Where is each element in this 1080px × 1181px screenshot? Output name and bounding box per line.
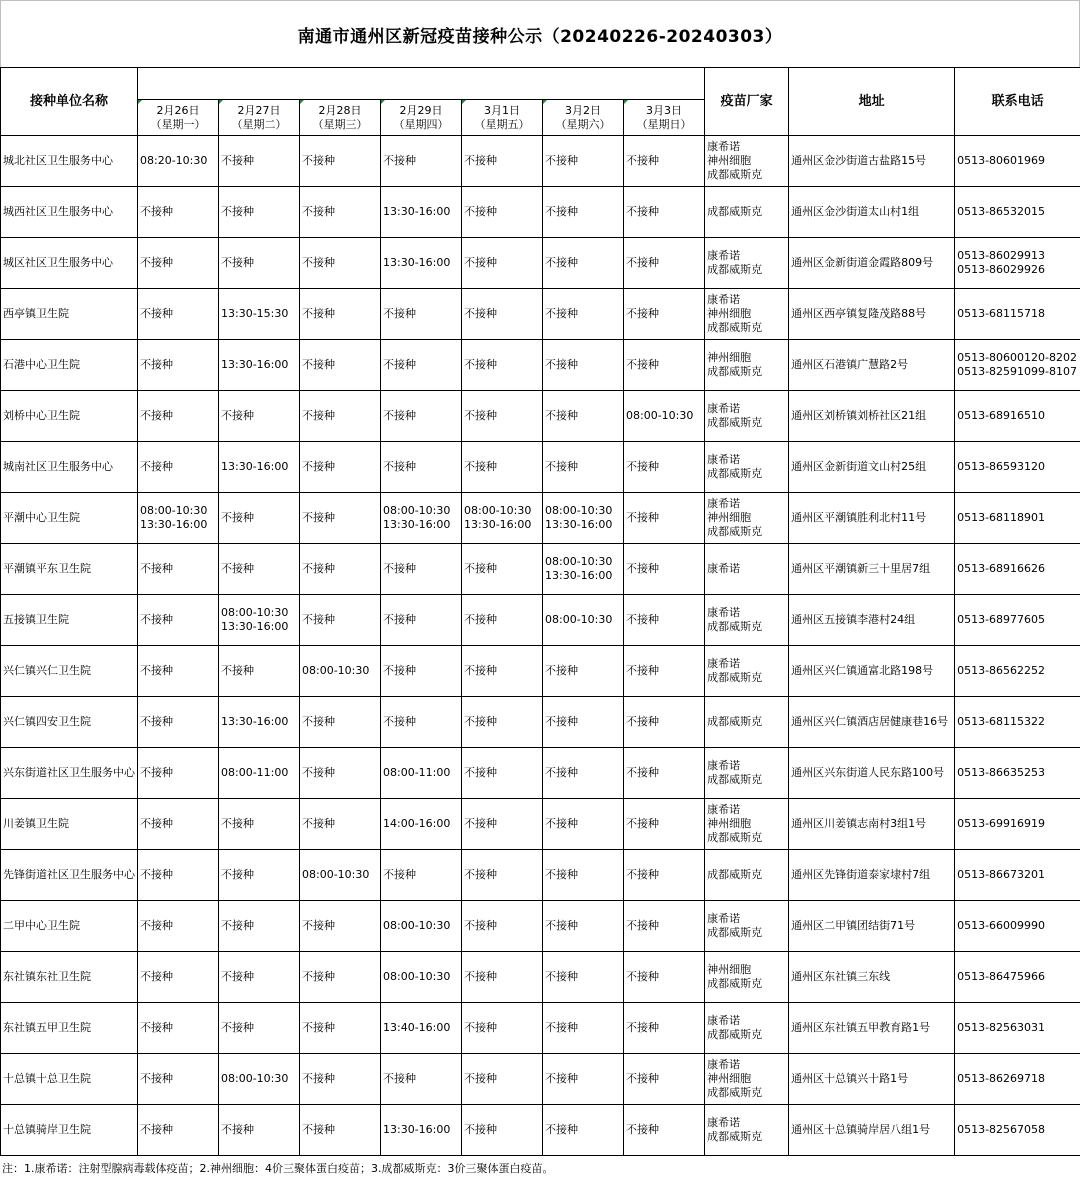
header-day-date: 2月27日 bbox=[237, 103, 281, 117]
cell-unit: 城南社区卫生服务中心 bbox=[1, 442, 138, 493]
cell-unit: 川姜镇卫生院 bbox=[1, 799, 138, 850]
header-day bbox=[138, 100, 219, 136]
cell-schedule: 不接种 bbox=[381, 544, 462, 595]
cell-vendor: 康希诺 神州细胞 成都威斯克 bbox=[705, 799, 789, 850]
cell-schedule: 不接种 bbox=[462, 1054, 543, 1105]
cell-schedule: 不接种 bbox=[300, 238, 381, 289]
cell-phone: 0513-86635253 bbox=[955, 748, 1080, 799]
cell-schedule: 08:20-10:30 bbox=[138, 136, 219, 187]
cell-phone: 0513-68118901 bbox=[955, 493, 1080, 544]
cell-phone: 0513-66009990 bbox=[955, 901, 1080, 952]
cell-schedule: 08:00-11:00 bbox=[381, 748, 462, 799]
cell-unit: 西亭镇卫生院 bbox=[1, 289, 138, 340]
cell-schedule: 不接种 bbox=[624, 238, 705, 289]
cell-unit: 兴仁镇兴仁卫生院 bbox=[1, 646, 138, 697]
table-row bbox=[1, 442, 1080, 493]
cell-schedule: 不接种 bbox=[138, 1054, 219, 1105]
cell-phone: 0513-86562252 bbox=[955, 646, 1080, 697]
cell-schedule: 不接种 bbox=[381, 697, 462, 748]
cell-vendor: 康希诺 bbox=[705, 544, 789, 595]
header-day bbox=[300, 100, 381, 136]
header-phone: 联系电话 bbox=[955, 68, 1080, 136]
cell-schedule: 不接种 bbox=[624, 850, 705, 901]
cell-schedule: 13:30-16:00 bbox=[219, 442, 300, 493]
page-title: 南通市通州区新冠疫苗接种公示（20240226-20240303） bbox=[297, 26, 783, 47]
cell-unit: 十总镇十总卫生院 bbox=[1, 1054, 138, 1105]
cell-schedule: 13:30-16:00 bbox=[219, 340, 300, 391]
cell-schedule: 不接种 bbox=[300, 697, 381, 748]
header-day-weekday: （星期日） bbox=[636, 117, 692, 131]
header-address: 地址 bbox=[789, 68, 955, 136]
cell-unit: 兴仁镇四安卫生院 bbox=[1, 697, 138, 748]
cell-schedule: 不接种 bbox=[543, 136, 624, 187]
cell-unit: 东社镇五甲卫生院 bbox=[1, 1003, 138, 1054]
cell-phone: 0513-68115718 bbox=[955, 289, 1080, 340]
cell-unit: 兴东街道社区卫生服务中心 bbox=[1, 748, 138, 799]
cell-schedule: 不接种 bbox=[462, 799, 543, 850]
cell-schedule: 不接种 bbox=[138, 544, 219, 595]
cell-schedule: 不接种 bbox=[543, 340, 624, 391]
cell-address: 通州区兴东街道人民东路100号 bbox=[789, 748, 955, 799]
header-day-weekday: （星期四） bbox=[393, 117, 449, 131]
cell-phone: 0513-82563031 bbox=[955, 1003, 1080, 1054]
cell-phone: 0513-80600120-8202 0513-82591099-8107 bbox=[955, 340, 1080, 391]
cell-schedule: 不接种 bbox=[300, 799, 381, 850]
cell-vendor: 康希诺 成都威斯克 bbox=[705, 391, 789, 442]
header-day-date: 2月26日 bbox=[156, 103, 200, 117]
cell-address: 通州区十总镇兴十路1号 bbox=[789, 1054, 955, 1105]
cell-schedule: 不接种 bbox=[462, 748, 543, 799]
cell-schedule: 不接种 bbox=[624, 1003, 705, 1054]
cell-schedule: 08:00-10:30 bbox=[543, 595, 624, 646]
cell-schedule: 08:00-10:30 bbox=[381, 952, 462, 1003]
cell-schedule: 不接种 bbox=[300, 493, 381, 544]
cell-vendor: 康希诺 神州细胞 成都威斯克 bbox=[705, 136, 789, 187]
cell-schedule: 不接种 bbox=[624, 289, 705, 340]
table-row bbox=[1, 493, 1080, 544]
header-day-date: 2月29日 bbox=[399, 103, 443, 117]
table-row bbox=[1, 748, 1080, 799]
cell-schedule: 不接种 bbox=[219, 646, 300, 697]
cell-vendor: 康希诺 神州细胞 成都威斯克 bbox=[705, 493, 789, 544]
header-day-date: 3月3日 bbox=[646, 103, 683, 117]
cell-schedule: 不接种 bbox=[462, 238, 543, 289]
cell-schedule: 不接种 bbox=[300, 289, 381, 340]
cell-unit: 平潮中心卫生院 bbox=[1, 493, 138, 544]
table-row bbox=[1, 238, 1080, 289]
cell-vendor: 康希诺 成都威斯克 bbox=[705, 646, 789, 697]
cell-phone: 0513-86593120 bbox=[955, 442, 1080, 493]
table-row bbox=[1, 1003, 1080, 1054]
header-day-date: 3月2日 bbox=[565, 103, 601, 117]
cell-schedule: 不接种 bbox=[462, 136, 543, 187]
cell-unit: 城西社区卫生服务中心 bbox=[1, 187, 138, 238]
cell-schedule: 不接种 bbox=[138, 595, 219, 646]
cell-schedule: 不接种 bbox=[462, 1003, 543, 1054]
cell-phone: 0513-68977605 bbox=[955, 595, 1080, 646]
cell-schedule: 不接种 bbox=[624, 1054, 705, 1105]
cell-schedule: 不接种 bbox=[543, 646, 624, 697]
cell-schedule: 08:00-10:30 bbox=[219, 1054, 300, 1105]
cell-address: 通州区十总镇骑岸居八组1号 bbox=[789, 1105, 955, 1156]
cell-address: 通州区兴仁镇酒店居健康巷16号 bbox=[789, 697, 955, 748]
cell-address: 通州区川姜镇志南村3组1号 bbox=[789, 799, 955, 850]
cell-unit: 平潮镇平东卫生院 bbox=[1, 544, 138, 595]
cell-schedule: 不接种 bbox=[138, 442, 219, 493]
cell-schedule: 不接种 bbox=[624, 901, 705, 952]
cell-schedule: 不接种 bbox=[462, 289, 543, 340]
cell-schedule: 不接种 bbox=[624, 187, 705, 238]
cell-schedule: 不接种 bbox=[543, 952, 624, 1003]
cell-schedule: 不接种 bbox=[462, 901, 543, 952]
header-day-weekday: （星期二） bbox=[231, 117, 287, 131]
cell-unit: 刘桥中心卫生院 bbox=[1, 391, 138, 442]
cell-phone: 0513-86029913 0513-86029926 bbox=[955, 238, 1080, 289]
cell-schedule: 13:30-16:00 bbox=[381, 187, 462, 238]
cell-phone: 0513-82567058 bbox=[955, 1105, 1080, 1156]
cell-schedule: 不接种 bbox=[381, 391, 462, 442]
cell-address: 通州区二甲镇团结街71号 bbox=[789, 901, 955, 952]
cell-schedule: 不接种 bbox=[624, 493, 705, 544]
cell-schedule: 不接种 bbox=[219, 187, 300, 238]
cell-schedule: 不接种 bbox=[219, 799, 300, 850]
cell-phone: 0513-80601969 bbox=[955, 136, 1080, 187]
cell-schedule: 不接种 bbox=[300, 544, 381, 595]
cell-phone: 0513-86532015 bbox=[955, 187, 1080, 238]
cell-schedule: 不接种 bbox=[543, 1003, 624, 1054]
cell-schedule: 不接种 bbox=[462, 952, 543, 1003]
header-day-weekday: （星期一） bbox=[150, 117, 206, 131]
cell-schedule: 不接种 bbox=[462, 697, 543, 748]
table-row bbox=[1, 289, 1080, 340]
cell-phone: 0513-86269718 bbox=[955, 1054, 1080, 1105]
cell-schedule: 不接种 bbox=[624, 1105, 705, 1156]
cell-address: 通州区平潮镇胜利北村11号 bbox=[789, 493, 955, 544]
cell-schedule: 08:00-10:30 bbox=[300, 850, 381, 901]
cell-schedule: 13:30-16:00 bbox=[381, 1105, 462, 1156]
cell-schedule: 不接种 bbox=[543, 1105, 624, 1156]
title-bar bbox=[0, 0, 1080, 67]
cell-schedule: 不接种 bbox=[624, 442, 705, 493]
cell-schedule: 不接种 bbox=[138, 289, 219, 340]
cell-address: 通州区先锋街道泰家埭村7组 bbox=[789, 850, 955, 901]
cell-schedule: 08:00-10:30 bbox=[624, 391, 705, 442]
table-row bbox=[1, 391, 1080, 442]
cell-vendor: 康希诺 成都威斯克 bbox=[705, 901, 789, 952]
header-day bbox=[462, 100, 543, 136]
cell-schedule: 不接种 bbox=[462, 850, 543, 901]
cell-schedule: 不接种 bbox=[462, 646, 543, 697]
cell-schedule: 不接种 bbox=[300, 748, 381, 799]
cell-schedule: 不接种 bbox=[381, 136, 462, 187]
cell-schedule: 不接种 bbox=[219, 391, 300, 442]
cell-schedule: 不接种 bbox=[219, 1105, 300, 1156]
cell-schedule: 不接种 bbox=[300, 187, 381, 238]
cell-unit: 石港中心卫生院 bbox=[1, 340, 138, 391]
cell-schedule: 不接种 bbox=[624, 646, 705, 697]
cell-schedule: 不接种 bbox=[300, 595, 381, 646]
header-day-weekday: （星期六） bbox=[555, 117, 611, 131]
header-day bbox=[219, 100, 300, 136]
cell-schedule: 08:00-10:30 13:30-16:00 bbox=[543, 493, 624, 544]
table-row bbox=[1, 1054, 1080, 1105]
cell-schedule: 不接种 bbox=[462, 340, 543, 391]
header-day-date: 2月28日 bbox=[318, 103, 362, 117]
cell-schedule: 不接种 bbox=[543, 748, 624, 799]
cell-schedule: 不接种 bbox=[624, 697, 705, 748]
table-row bbox=[1, 544, 1080, 595]
cell-schedule: 不接种 bbox=[543, 697, 624, 748]
cell-schedule: 不接种 bbox=[624, 595, 705, 646]
cell-schedule: 不接种 bbox=[219, 493, 300, 544]
cell-schedule: 不接种 bbox=[462, 187, 543, 238]
cell-schedule: 不接种 bbox=[381, 1054, 462, 1105]
vaccination-table bbox=[0, 67, 1080, 1156]
cell-schedule: 不接种 bbox=[219, 1003, 300, 1054]
cell-vendor: 康希诺 神州细胞 成都威斯克 bbox=[705, 1054, 789, 1105]
table-row bbox=[1, 850, 1080, 901]
cell-schedule: 08:00-10:30 bbox=[300, 646, 381, 697]
cell-schedule: 不接种 bbox=[300, 901, 381, 952]
header-day bbox=[624, 100, 705, 136]
cell-unit: 五接镇卫生院 bbox=[1, 595, 138, 646]
cell-unit: 先锋街道社区卫生服务中心 bbox=[1, 850, 138, 901]
cell-schedule: 不接种 bbox=[300, 1105, 381, 1156]
cell-schedule: 不接种 bbox=[543, 391, 624, 442]
table-row bbox=[1, 952, 1080, 1003]
footnote: 注：1.康希诺：注射型腺病毒载体疫苗；2.神州细胞：4价三聚体蛋白疫苗；3.成都威斯克：3价三聚体蛋白疫苗。 bbox=[2, 1162, 554, 1175]
cell-schedule: 14:00-16:00 bbox=[381, 799, 462, 850]
cell-schedule: 不接种 bbox=[462, 442, 543, 493]
cell-schedule: 不接种 bbox=[381, 646, 462, 697]
cell-schedule: 08:00-10:30 13:30-16:00 bbox=[462, 493, 543, 544]
cell-phone: 0513-86475966 bbox=[955, 952, 1080, 1003]
cell-vendor: 成都威斯克 bbox=[705, 187, 789, 238]
cell-schedule: 不接种 bbox=[624, 136, 705, 187]
cell-phone: 0513-68115322 bbox=[955, 697, 1080, 748]
header-unit: 接种单位名称 bbox=[1, 68, 138, 136]
cell-schedule: 不接种 bbox=[138, 748, 219, 799]
cell-schedule: 不接种 bbox=[543, 850, 624, 901]
cell-schedule: 不接种 bbox=[543, 799, 624, 850]
cell-address: 通州区西亭镇复隆茂路88号 bbox=[789, 289, 955, 340]
cell-vendor: 成都威斯克 bbox=[705, 850, 789, 901]
cell-address: 通州区金新街道文山村25组 bbox=[789, 442, 955, 493]
cell-vendor: 神州细胞 成都威斯克 bbox=[705, 952, 789, 1003]
cell-address: 通州区平潮镇新三十里居7组 bbox=[789, 544, 955, 595]
cell-schedule: 不接种 bbox=[138, 952, 219, 1003]
cell-schedule: 13:30-15:30 bbox=[219, 289, 300, 340]
cell-schedule: 08:00-10:30 13:30-16:00 bbox=[543, 544, 624, 595]
cell-address: 通州区金新街道金霞路809号 bbox=[789, 238, 955, 289]
cell-schedule: 不接种 bbox=[543, 238, 624, 289]
cell-schedule: 不接种 bbox=[300, 391, 381, 442]
table-row bbox=[1, 901, 1080, 952]
table-row bbox=[1, 697, 1080, 748]
cell-schedule: 不接种 bbox=[300, 1003, 381, 1054]
header-day-date: 3月1日 bbox=[484, 103, 520, 117]
cell-schedule: 不接种 bbox=[624, 748, 705, 799]
cell-vendor: 神州细胞 成都威斯克 bbox=[705, 340, 789, 391]
cell-schedule: 不接种 bbox=[219, 136, 300, 187]
cell-schedule: 不接种 bbox=[462, 595, 543, 646]
cell-schedule: 不接种 bbox=[300, 136, 381, 187]
table-row bbox=[1, 187, 1080, 238]
cell-schedule: 不接种 bbox=[138, 1105, 219, 1156]
cell-schedule: 不接种 bbox=[381, 340, 462, 391]
cell-schedule: 不接种 bbox=[219, 850, 300, 901]
table-row bbox=[1, 799, 1080, 850]
cell-schedule: 不接种 bbox=[624, 340, 705, 391]
cell-schedule: 不接种 bbox=[138, 850, 219, 901]
cell-schedule: 13:40-16:00 bbox=[381, 1003, 462, 1054]
cell-unit: 城北社区卫生服务中心 bbox=[1, 136, 138, 187]
cell-schedule: 不接种 bbox=[138, 799, 219, 850]
header-day-weekday: （星期三） bbox=[312, 117, 368, 131]
cell-schedule: 不接种 bbox=[138, 340, 219, 391]
cell-schedule: 不接种 bbox=[462, 544, 543, 595]
cell-address: 通州区东社镇五甲教育路1号 bbox=[789, 1003, 955, 1054]
cell-vendor: 康希诺 成都威斯克 bbox=[705, 1003, 789, 1054]
cell-schedule: 不接种 bbox=[624, 544, 705, 595]
header-day bbox=[543, 100, 624, 136]
cell-schedule: 不接种 bbox=[624, 952, 705, 1003]
cell-schedule: 08:00-10:30 13:30-16:00 bbox=[381, 493, 462, 544]
cell-unit: 十总镇骑岸卫生院 bbox=[1, 1105, 138, 1156]
cell-schedule: 不接种 bbox=[381, 595, 462, 646]
cell-schedule: 13:30-16:00 bbox=[219, 697, 300, 748]
cell-schedule: 不接种 bbox=[138, 697, 219, 748]
cell-schedule: 不接种 bbox=[219, 952, 300, 1003]
cell-address: 通州区五接镇李港村24组 bbox=[789, 595, 955, 646]
header-days-group bbox=[138, 68, 705, 100]
cell-phone: 0513-86673201 bbox=[955, 850, 1080, 901]
cell-schedule: 08:00-10:30 13:30-16:00 bbox=[219, 595, 300, 646]
cell-unit: 二甲中心卫生院 bbox=[1, 901, 138, 952]
cell-phone: 0513-69916919 bbox=[955, 799, 1080, 850]
cell-schedule: 不接种 bbox=[543, 187, 624, 238]
table-row bbox=[1, 1105, 1080, 1156]
cell-address: 通州区金沙街道太山村1组 bbox=[789, 187, 955, 238]
cell-unit: 城区社区卫生服务中心 bbox=[1, 238, 138, 289]
table-row bbox=[1, 595, 1080, 646]
cell-schedule: 不接种 bbox=[300, 340, 381, 391]
cell-schedule: 08:00-10:30 bbox=[381, 901, 462, 952]
cell-schedule: 不接种 bbox=[219, 238, 300, 289]
cell-address: 通州区兴仁镇通富北路198号 bbox=[789, 646, 955, 697]
table-row bbox=[1, 646, 1080, 697]
cell-schedule: 不接种 bbox=[462, 391, 543, 442]
cell-phone: 0513-68916510 bbox=[955, 391, 1080, 442]
cell-schedule: 不接种 bbox=[300, 442, 381, 493]
cell-schedule: 不接种 bbox=[543, 442, 624, 493]
cell-schedule: 不接种 bbox=[381, 850, 462, 901]
table-row bbox=[1, 136, 1080, 187]
cell-schedule: 不接种 bbox=[300, 1054, 381, 1105]
cell-vendor: 康希诺 成都威斯克 bbox=[705, 238, 789, 289]
cell-vendor: 康希诺 成都威斯克 bbox=[705, 748, 789, 799]
table-row bbox=[1, 340, 1080, 391]
cell-phone: 0513-68916626 bbox=[955, 544, 1080, 595]
header-day-weekday: （星期五） bbox=[474, 117, 530, 131]
cell-unit: 东社镇东社卫生院 bbox=[1, 952, 138, 1003]
cell-schedule: 不接种 bbox=[219, 544, 300, 595]
cell-schedule: 不接种 bbox=[138, 187, 219, 238]
cell-schedule: 不接种 bbox=[543, 289, 624, 340]
cell-vendor: 康希诺 成都威斯克 bbox=[705, 595, 789, 646]
cell-schedule: 不接种 bbox=[138, 901, 219, 952]
cell-address: 通州区金沙街道古盐路15号 bbox=[789, 136, 955, 187]
cell-schedule: 08:00-11:00 bbox=[219, 748, 300, 799]
header-vendor: 疫苗厂家 bbox=[705, 68, 789, 136]
cell-schedule: 不接种 bbox=[462, 1105, 543, 1156]
cell-schedule: 不接种 bbox=[543, 1054, 624, 1105]
cell-vendor: 康希诺 成都威斯克 bbox=[705, 442, 789, 493]
cell-schedule: 13:30-16:00 bbox=[381, 238, 462, 289]
cell-schedule: 不接种 bbox=[138, 1003, 219, 1054]
cell-schedule: 不接种 bbox=[300, 952, 381, 1003]
cell-address: 通州区刘桥镇刘桥社区21组 bbox=[789, 391, 955, 442]
cell-vendor: 康希诺 成都威斯克 bbox=[705, 1105, 789, 1156]
cell-vendor: 康希诺 神州细胞 成都威斯克 bbox=[705, 289, 789, 340]
cell-schedule: 08:00-10:30 13:30-16:00 bbox=[138, 493, 219, 544]
cell-schedule: 不接种 bbox=[381, 289, 462, 340]
cell-schedule: 不接种 bbox=[138, 646, 219, 697]
header-day bbox=[381, 100, 462, 136]
cell-vendor: 成都威斯克 bbox=[705, 697, 789, 748]
cell-schedule: 不接种 bbox=[543, 901, 624, 952]
cell-schedule: 不接种 bbox=[219, 901, 300, 952]
cell-schedule: 不接种 bbox=[624, 799, 705, 850]
cell-address: 通州区东社镇三东线 bbox=[789, 952, 955, 1003]
cell-address: 通州区石港镇广慧路2号 bbox=[789, 340, 955, 391]
cell-schedule: 不接种 bbox=[138, 391, 219, 442]
cell-schedule: 不接种 bbox=[381, 442, 462, 493]
cell-schedule: 不接种 bbox=[138, 238, 219, 289]
